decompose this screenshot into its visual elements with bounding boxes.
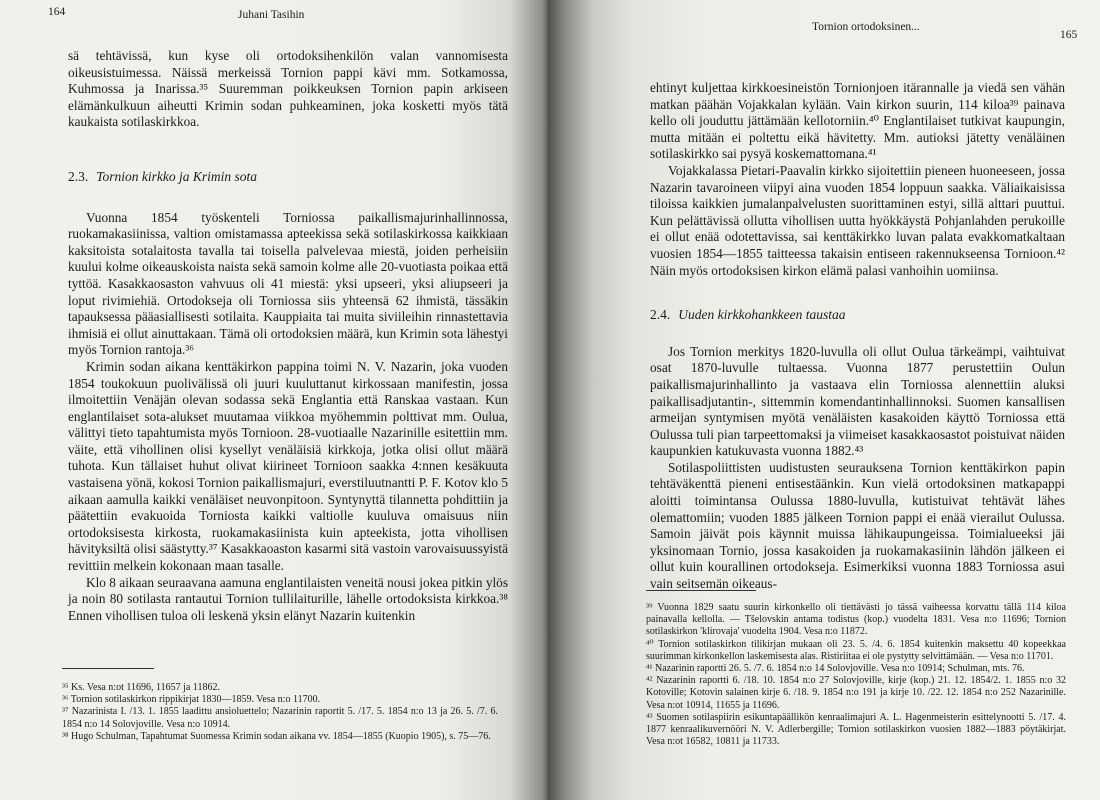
intro-paragraph: sä tehtävissä, kun kyse oli ortodoksihenkilön valan vannomisesta oikeusistuimessa. Näissä merkeissä Tornion pappi kävi mm. Sotkamossa, Kuhmossa ja Inarissa.³⁵ Suuremman poikkeuksen Tornion papin arkiseen elämänkulkuun aiheutti Krimin sodan puhkeaminen, joka kosketti myös tätä kaukaista sotilaskirkkoa. [68, 48, 508, 130]
paragraph: Krimin sodan aikana kenttäkirkon pappina toimi N. V. Nazarin, joka vuoden 1854 toukokuun puolivälissä oli juuri kuuluttanut kirkossaan manifestin, jossa ilmoitettiin Venäjän olevan sodassa sekä Englantia että Ranskaa vastaan. Kun englantilaiset sota-alukset muutamaa viikkoa myöhemmin polttivat mm. Oulua, välittyi tieto tapahtumista myös Tornioon. 28-vuotiaalle Nazarinille esitettiin mm. väite, että vihollinen olisi kysellyt venäläisiä kirkkoja, jotka olisi ollut määrä tuhota. Kun tällaiset huhut olivat kiirineet Tornioon saakka 4:nnen kesäkuuta vastaisena yönä, kokosi Tornion paikallismajuri, everstiluutnantti P. F. Kotov klo 5 aikaan aamulla kaikki venäläiset neuvonpitoon. Syntynyttä tilannetta pohdittiin ja päätettiin evakuoida Torniosta kaikki valtiolle kuuluva omaisuus niin ortodoksisesta kirkosta, ruokamakasiinista kuin apteekista, jotta vihollisen hävityksiltä olisi säästytty.³⁷ Kasakkaoaston kasarmi sitä vastoin varovaisuussyistä revittiin melkein kokonaan maan tasalle. [68, 358, 508, 574]
footnote: ³⁹ Vuonna 1829 saatu suurin kirkonkello oli tiettävästi jo tässä vaiheessa korvattu tällä 114 kiloa painavalla kellolla. — Tšelovskin antama todistus (kop.) vuodelta 1831. Vesa n:o 11696; Tornion sotilaskirkon 'klirovaja' vuodelta 1904. Vesa n:o 11872. [646, 602, 1066, 638]
left-page [0, 0, 548, 800]
running-head-left: Juhani Tasihin [238, 9, 305, 21]
page-number-right: 165 [1060, 29, 1078, 41]
paragraph: Klo 8 aikaan seuraavana aamuna englantilaisten veneitä nousi jokea pitkin ylös ja noin 80 sotilasta rantautui Tornion tullilaiturille, lähelle ortodoksista kirkkoa.³⁸ Ennen vihollisen tuloa oli leskenä yksin elänyt Nazarin kuitenkin [68, 574, 508, 623]
footnote: ⁴⁰ Tornion sotilaskirkon tilikirjan mukaan oli 23. 5. /4. 6. 1854 kuitenkin maksettu 40 kopeekkaa suurimman kirkonkellon laskemisesta alas. Ristiriitaa ei ole pystytty selvittämään. — Vesa n:o 11701. [646, 638, 1066, 662]
paragraph: ehtinyt kuljettaa kirkkoesineistön Tornionjoen itärannalle ja viedä sen vähän matkan päähän Vojakkalan kylään. Vain kirkon suurin, 114 kiloa³⁹ painava kello oli jouduttu jättämään kellotorniin.⁴⁰ Englantilaiset tutkivat kaupungin, mutta mitään ei poltettu eikä hävitetty. Mm. autioksi jätetty venäläinen sotilaskirkko sai pysyä koskemattomana.⁴¹ [650, 80, 1065, 162]
right-page [548, 0, 1100, 800]
footnote-rule [62, 668, 154, 669]
paragraph: Sotilaspoliittisten uudistusten seurauksena Tornion kenttäkirkon papin tehtäväkenttä pieneni entisestäänkin. Kun vielä ortodoksinen matkapappi aloitti toimintansa Oulussa 1880-luvulla, kutistuivat tehtävät lähes olemattomiin; vuoden 1885 jälkeen Tornion pappi ei enää vierailut Oulussa. Samoin jäivät pois käynnit muissa lähikaupungeissa. Toimialueeksi jäi yksinomaan Tornio, jossa kasakoiden ja ruokamakasiinin lähdön jälkeen ei ollut kuin kourallinen ortodokseja. Esimerkiksi vuonna 1883 Torniossa asui vain seitsemän oikeaus- [650, 459, 1065, 592]
section-title: Uuden kirkkohankkeen taustaa [678, 307, 846, 323]
section-title: Tornion kirkko ja Krimin sota [96, 168, 258, 184]
footnote: ⁴³ Suomen sotilaspiirin esikuntapäällikön kenraalimajuri A. L. Hagenmeisterin esittelynootti 5. /17. 4. 1877 kenraalikuvernööri N. V. Adlerbergille; Tornion sotilaskirkon vuosien 1882—1883 pöytäkirjat. Vesa n:ot 16582, 10811 ja 11733. [646, 711, 1066, 748]
paragraph: Vojakkalassa Pietari-Paavalin kirkko sijoitettiin pieneen huoneeseen, jossa Nazarin tavaroineen viipyi aina vuoden 1854 loppuun saakka. Väliaikaisissa tiloissa kaikkien jumalanpalvelusten suorittaminen estyi, sillä alttari puuttui. Kun pelättävissä ollutta vihollisen uutta hyökkäystä Pohjanlahden perukoille ei ollut enää odotettavissa, sai kenttäkirkko luvan palata evakkomatkaltaan vuosien 1854—1855 taitteessa takaisin entiseen rakennukseensa Tornioon.⁴² Näin myös ortodoksisen kirkon elämä palasi vanhoihin uomiinsa. [650, 162, 1065, 278]
section-heading-2-3 [68, 169, 508, 186]
footnote: ⁴¹ Nazarinin raportti 26. 5. /7. 6. 1854 n:o 14 Solovjoville. Vesa n:o 10914; Schulman, mts. 76. [646, 663, 1025, 675]
footnote: ³⁶ Tornion sotilaskirkon rippikirjat 1830—1859. Vesa n:o 11700. [62, 694, 321, 706]
paragraph: Jos Tornion merkitys 1820-luvulla oli ollut Oulua tärkeämpi, vaihtuivat osat 1870-luvulle tultaessa. Vuonna 1877 perustettiin Oulun paikallismajurinhallinto ja vastaava elin Torniossa alennettiin aluksi paikallisadjutantin-, sittemmin komendantinhallinnoksi. Suomen kansallisen armeijan syntymisen myötä venäläisten kasakoiden käyttö Torniossa että Oulussa tuli pian tarpeettomaksi ja viimeiset kasakkaosastot poistuivat näiden kaupunkien katukuvasta vuonna 1882.⁴³ [650, 343, 1065, 459]
section-number: 2.4. [650, 307, 671, 323]
footnote: ³⁸ Hugo Schulman, Tapahtumat Suomessa Krimin sodan aikana vv. 1854—1855 (Kuopio 1905), s. 75—76. [62, 730, 491, 742]
left-page-text [68, 48, 508, 624]
right-page-text [650, 80, 1065, 593]
footnote: ⁴² Nazarinin raportti 6. /18. 10. 1854 n:o 27 Solovjoville, kirje (kop.) 21. 12. 1854/2. 1. 1855 n:o 32 Kotoville; Kotovin salainen kirje 6. /18. 9. 1854 n:o 191 ja kirje 10. /22. 12. 1854 n:o 252 Nazarinille. Vesa n:ot 10914, 11655 ja 11696. [646, 675, 1066, 711]
footnote-rule [646, 590, 756, 591]
running-head-right: Tornion ortodoksinen... [812, 21, 920, 33]
footnote: ³⁵ Ks. Vesa n:ot 11696, 11657 ja 11862. [62, 682, 220, 693]
left-footnotes [62, 682, 498, 743]
page-number-left: 164 [48, 6, 66, 18]
section-number: 2.3. [68, 168, 89, 184]
footnote: ³⁷ Nazarinista I. /13. 1. 1855 laadittu ansioluettelo; Nazarinin raportit 5. /17. 5. 1854 n:o 13 ja 26. 5. /7. 6. 1854 n:o 14 Solovjoville. Vesa n:o 10914. [62, 706, 498, 730]
right-footnotes [646, 602, 1066, 748]
paragraph: Vuonna 1854 työskenteli Torniossa paikallismajurinhallinnossa, ruokamakasiinissa, valtion omistamassa apteekissa sekä sotilaskirkossa kaikkiaan kaksitoista sotalaitosta tavalla tai toisella palvelevaa miestä, joiden perheisiin kuului kolme oikeauskoista naista sekä samoin kolme alle 20-vuotiasta poikaa että tyttöä. Kasakkaosaston vahvuus oli 41 miestä: yksi upseeri, yksi aliupseeri ja loput rivimiehiä. Ortodokseja oli Torniossa siis yhteensä 62 ihmistä, tässäkin tapauksessa pääasiallisesti sotilaita. Kauppiaita tai muita siviileihin rinnastettavia ihmisiä ei ollut ainuttakaan. Tämä oli ortodoksien määrä, kun Krimin sota lähestyi myös Tornion rantoja.³⁶ [68, 209, 508, 358]
section-heading-2-4 [650, 307, 1065, 324]
